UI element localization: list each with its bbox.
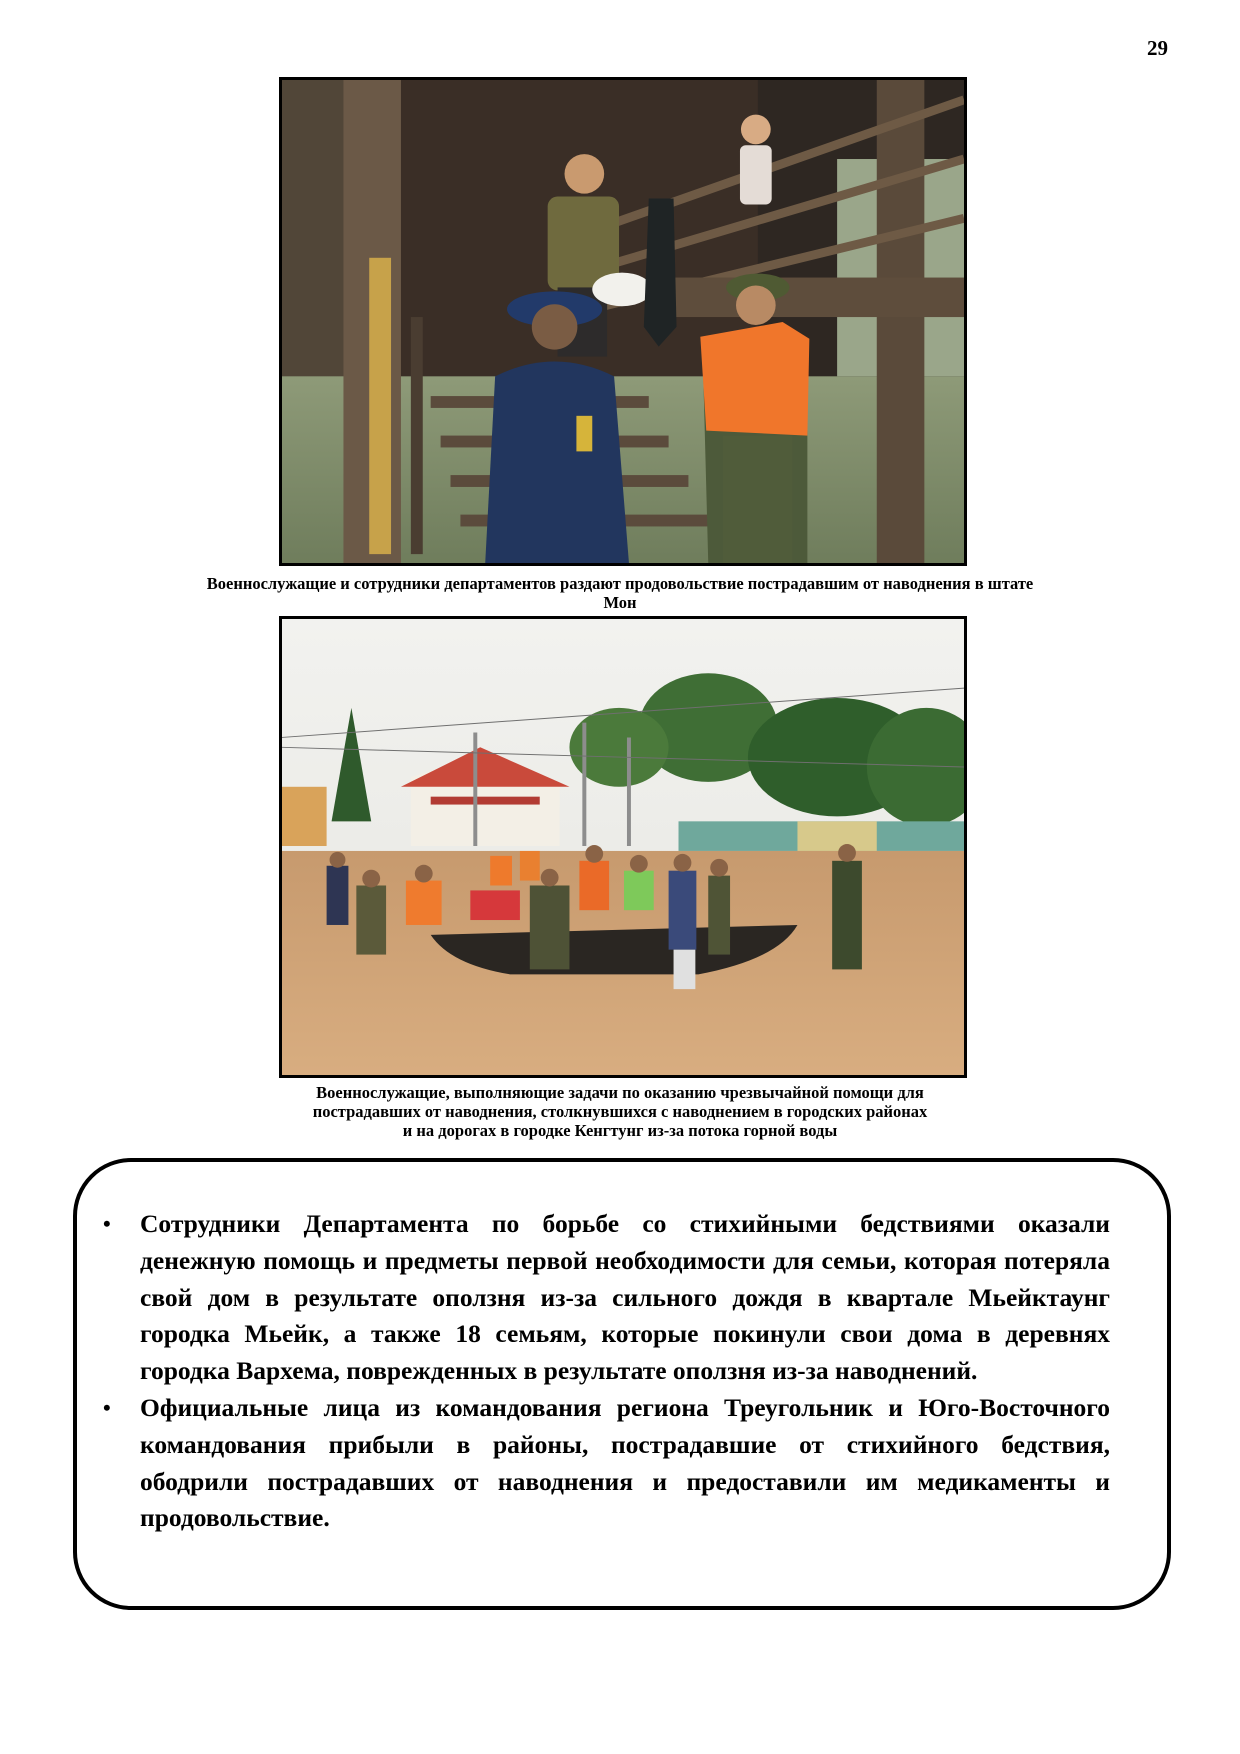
- page-number: 29: [1147, 36, 1168, 60]
- caption-line: и на дорогах в городке Кенгтунг из-за потока горной воды: [402, 1121, 838, 1140]
- caption-line: пострадавших от наводнения, столкнувшихся с наводнением в городских районах: [312, 1102, 928, 1121]
- bullet-text: Сотрудники Департамента по борьбе со стихийными бедствиями оказали денежную помощь и предметы первой необходимости для семьи, которая потеряла свой дом в результате оползня из-за сильного дождя в квартале Мьейктаунг городка Мьейк, а также 18 семьям, которые покинули свои дома в деревнях городка Вархема, поврежденных в результате оползня из-за наводнений.: [140, 1209, 1110, 1386]
- info-box: [73, 1158, 1171, 1610]
- bullet-item: [103, 1390, 1110, 1537]
- flood-food-distribution-photo: [279, 77, 967, 566]
- flood-boat-rescue-photo: [279, 616, 967, 1078]
- bullet-list: [103, 1206, 1110, 1537]
- caption-line: Военнослужащие, выполняющие задачи по оказанию чрезвычайной помощи для: [316, 1083, 924, 1102]
- bullet-icon: •: [103, 1211, 111, 1236]
- caption-line: Военнослужащие и сотрудники департаментов раздают продовольствие пострадавшим от наводнения в штате: [206, 574, 1034, 593]
- bullet-icon: •: [103, 1394, 111, 1420]
- photo-caption-2: [60, 1083, 1180, 1140]
- caption-line: Мон: [603, 593, 637, 612]
- photo-caption-1: [60, 574, 1180, 612]
- bullet-text: Официальные лица из командования региона Треугольник и Юго-Восточного командования прибыли в районы, пострадавшие от стихийного бедствия, ободрили пострадавших от наводнения и предоставили им медикаменты и продовольствие.: [140, 1392, 1110, 1533]
- bullet-item: [103, 1206, 1110, 1390]
